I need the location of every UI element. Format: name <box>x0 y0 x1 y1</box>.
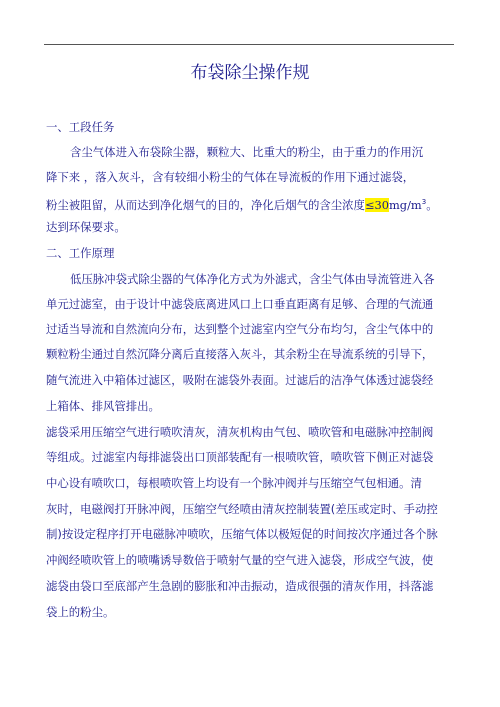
principle-para1-line-2: 单元过滤室，由于设计中滤袋底离进风口上口垂直距离有足够、合理的气流通 <box>46 297 434 311</box>
section-heading-task: 一、工段任务 <box>46 120 115 134</box>
principle-para1-line-6: 上箱体、排风管排出。 <box>46 399 160 413</box>
principle-para2-line-6: 冲阀经喷吹管上的喷嘴诱导数倍于喷射气量的空气进入滤袋，形成空气波，使 <box>46 553 434 567</box>
section1-line-3 <box>46 193 438 214</box>
principle-para1-line-3: 过适当导流和自然流向分布，达到整个过滤室内空气分布均匀，含尘气体中的 <box>46 322 434 336</box>
principle-para2-line-1: 滤袋采用压缩空气进行喷吹清灰，清灰机构由气包、喷吹管和电磁脉冲控制阀 <box>46 425 434 439</box>
principle-para2-line-4: 灰时，电磁阀打开脉冲阀，压缩空气经喷由清灰控制装置(差压或定时、手动控 <box>46 502 438 516</box>
concentration-unit-exponent: 3 <box>421 198 427 206</box>
section1-line-3-end: 。 <box>426 197 438 212</box>
section1-line-3-text: 粉尘被阻留，从而达到净化烟气的目的，净化后烟气的含尘浓度 <box>46 197 365 212</box>
section1-line-4: 达到环保要求。 <box>46 220 126 234</box>
principle-para2-line-2: 等组成。过滤室内每排滤袋出口顶部装配有一根喷吹管，喷吹管下侧正对滤袋 <box>46 450 434 464</box>
concentration-unit: mg/m <box>389 197 422 212</box>
principle-para1-line-4: 颗粒粉尘通过自然沉降分离后直接落入灰斗，其余粉尘在导流系统的引导下， <box>46 347 434 361</box>
principle-para2-line-5: 制)按设定程序打开电磁脉冲喷吹，压缩气体以极短促的时间按次序通过各个脉 <box>46 527 438 541</box>
section1-line-1: 含尘气体进入布袋除尘器，颗粒大、比重大的粉尘，由于重力的作用沉 <box>70 145 424 159</box>
header-rule <box>44 44 454 45</box>
principle-para2-line-3: 中心设有喷吹口，每根喷吹管上均设有一个脉冲阀并与压缩空气包相通。清 <box>46 476 422 490</box>
principle-para2-line-8: 袋上的粉尘。 <box>46 605 115 619</box>
principle-para2-line-7: 滤袋由袋口至底部产生急剧的膨胀和冲击振动，造成很强的清灰作用，抖落滤 <box>46 579 434 593</box>
dust-concentration-limit: ≤30 <box>364 197 389 212</box>
principle-para1-line-5: 随气流进入中箱体过滤区，吸附在滤袋外表面。过滤后的洁净气体透过滤袋经 <box>46 373 434 387</box>
page-title: 布袋除尘操作规 <box>190 63 310 83</box>
principle-para1-line-1: 低压脉冲袋式除尘器的气体净化方式为外滤式，含尘气体由导流管进入各 <box>70 272 435 286</box>
section-heading-principle: 二、工作原理 <box>46 246 115 260</box>
section1-line-2: 降下来 ，落入灰斗，含有较细小粉尘的气体在导流板的作用下通过滤袋， <box>46 170 415 184</box>
